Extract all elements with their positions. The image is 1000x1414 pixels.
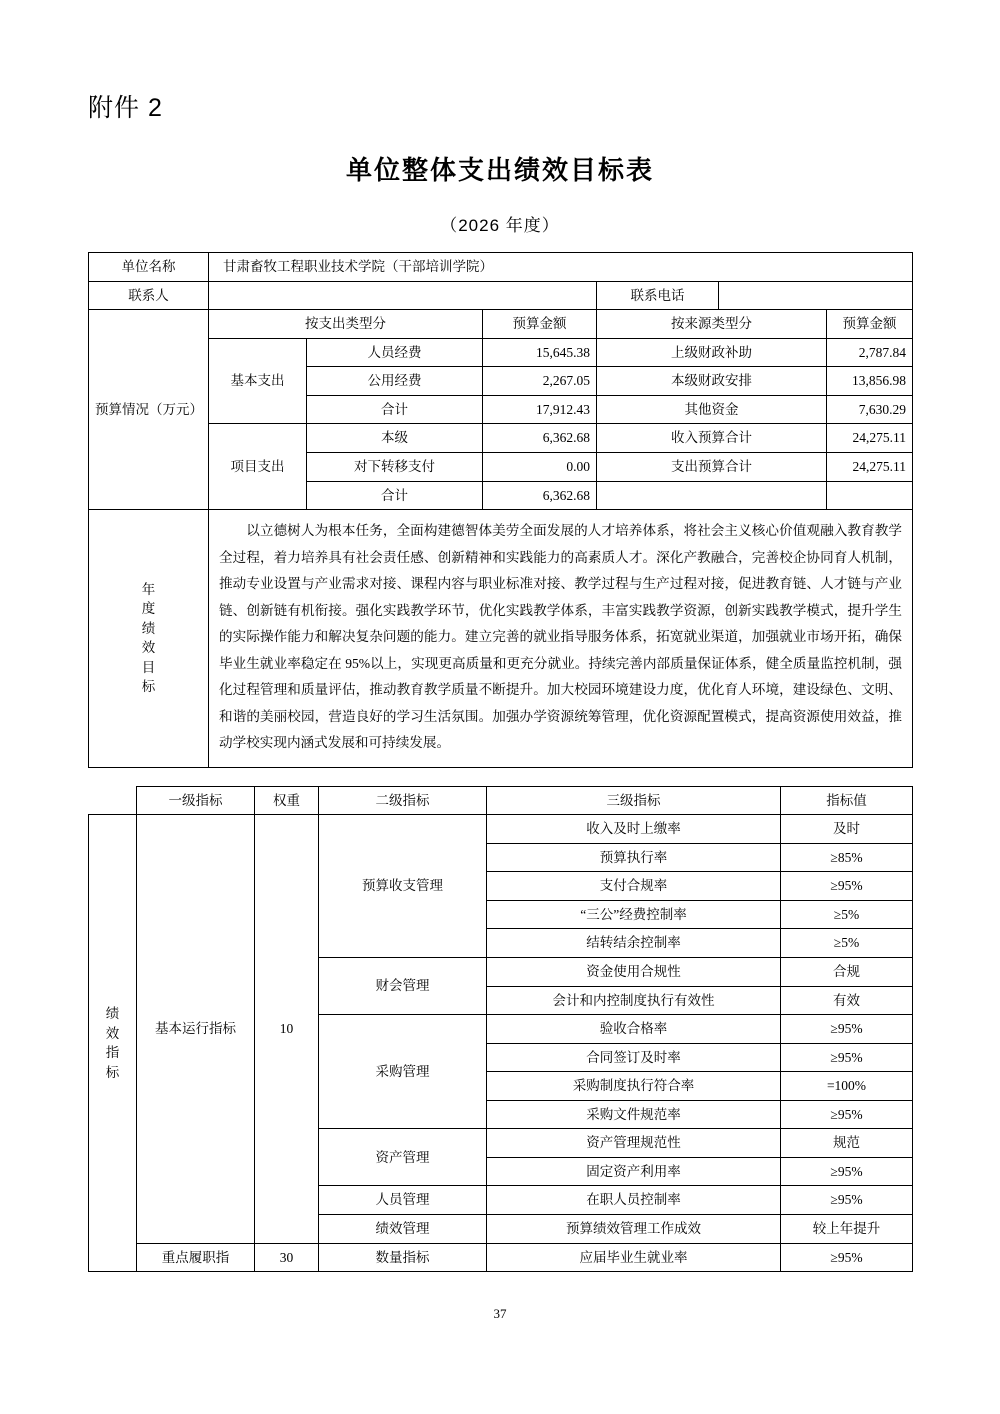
source-amount: 24,275.11	[827, 452, 913, 481]
source-amount: 13,856.98	[827, 367, 913, 396]
level3-indicator: 应届毕业生就业率	[487, 1243, 781, 1272]
annual-goal-label-char: 标	[141, 679, 156, 695]
level3-indicator: 固定资产利用率	[487, 1157, 781, 1186]
expense-item: 合计	[307, 395, 483, 424]
table-row	[89, 424, 913, 453]
level3-indicator: 资产管理规范性	[487, 1129, 781, 1158]
indicator-value: ≥95%	[781, 1100, 913, 1129]
level3-indicator: 会计和内控制度执行有效性	[487, 986, 781, 1015]
level2-procurement-management: 采购管理	[319, 1015, 487, 1129]
level3-indicator: 收入及时上缴率	[487, 815, 781, 844]
source-amount: 7,630.29	[827, 395, 913, 424]
header-level2: 二级指标	[319, 786, 487, 815]
attachment-label: 附件 2	[88, 94, 163, 122]
header-budget-amount-2: 预算金额	[827, 310, 913, 339]
table-row	[89, 281, 913, 310]
expense-amount: 2,267.05	[483, 367, 597, 396]
indicator-value: 及时	[781, 815, 913, 844]
phone-label: 联系电话	[597, 281, 719, 310]
indicators-table	[88, 786, 913, 1273]
header-level3: 三级指标	[487, 786, 781, 815]
level3-indicator: 在职人员控制率	[487, 1186, 781, 1215]
weight-key-duty: 30	[255, 1243, 319, 1272]
expense-amount: 6,362.68	[483, 481, 597, 510]
header-value: 指标值	[781, 786, 913, 815]
unit-name-label: 单位名称	[89, 253, 209, 282]
indicator-value: 规范	[781, 1129, 913, 1158]
source-item: 本级财政安排	[597, 367, 827, 396]
annual-goal-text: 以立德树人为根本任务，全面构建德智体美劳全面发展的人才培养体系，将社会主义核心价值观融入教育教学全过程，着力培养具有社会责任感、创新精神和实践能力的高素质人才。深化产教融合，完善校企协同育人机制，推动专业设置与产业需求对接、课程内容与职业标准对接、教学过程与生产过程对接，促进教育链、人才链与产业链、创新链有机衔接。强化实践教学环节，优化实践教学体系，丰富实践教学资源，创新实践教学模式，提升学生的实际操作能力和解决复杂问题的能力。建立完善的就业指导服务体系，拓宽就业渠道，加强就业市场开拓，确保毕业生就业率稳定在 95%以上，实现更高质量和更充分就业。持续完善内部质量保证体系，健全质量监控机制，强化过程管理和质量评估，推动教育教学质量不断提升。加大校园环境建设力度，优化育人环境，建设绿色、文明、和谐的美丽校园，营造良好的学习生活氛围。加强办学资源统筹管理，优化资源配置模式，提高资源使用效益，推动学校实现内涵式发展和可持续发展。	[219, 523, 902, 751]
indicator-value: ≥95%	[781, 1157, 913, 1186]
basic-expense-label: 基本支出	[209, 338, 307, 424]
indicator-value: ≥95%	[781, 872, 913, 901]
page-subtitle: （2026 年度）	[440, 216, 560, 235]
level2-personnel-management: 人员管理	[319, 1186, 487, 1215]
level2-finance-management: 财会管理	[319, 957, 487, 1014]
level2-budget-management: 预算收支管理	[319, 815, 487, 958]
header-budget-amount-1: 预算金额	[483, 310, 597, 339]
indicators-label-char: 绩	[105, 1006, 120, 1021]
level1-key-duty: 重点履职指	[137, 1243, 255, 1272]
expense-item: 人员经费	[307, 338, 483, 367]
annual-goal-label-char: 效	[141, 640, 156, 656]
expense-item: 对下转移支付	[307, 452, 483, 481]
indicator-value: 较上年提升	[781, 1215, 913, 1244]
indicator-value: ≥95%	[781, 1243, 913, 1272]
expense-item: 公用经费	[307, 367, 483, 396]
expense-amount: 6,362.68	[483, 424, 597, 453]
annual-goal-cell	[209, 510, 913, 768]
indicators-label-char: 效	[105, 1025, 120, 1041]
level3-indicator: 合同签订及时率	[487, 1043, 781, 1072]
source-item: 上级财政补助	[597, 338, 827, 367]
expense-amount: 17,912.43	[483, 395, 597, 424]
project-expense-label: 项目支出	[209, 424, 307, 510]
info-table	[88, 252, 913, 768]
header-weight: 权重	[255, 786, 319, 815]
table-row	[89, 815, 913, 844]
table-row	[89, 338, 913, 367]
phone-value	[719, 281, 913, 310]
weight-basic-operation: 10	[255, 815, 319, 1243]
indicator-value: 合规	[781, 957, 913, 986]
level3-indicator: 采购文件规范率	[487, 1100, 781, 1129]
indicator-value: ≥5%	[781, 900, 913, 929]
budget-section-label: 预算情况（万元）	[89, 310, 209, 510]
source-amount: 24,275.11	[827, 424, 913, 453]
table-row	[89, 253, 913, 282]
table-row	[89, 310, 913, 339]
level2-asset-management: 资产管理	[319, 1129, 487, 1186]
source-item: 支出预算合计	[597, 452, 827, 481]
source-item	[597, 481, 827, 510]
annual-goal-label-char: 目	[141, 659, 156, 675]
indicator-value: ≥95%	[781, 1043, 913, 1072]
level2-quantity-indicator: 数量指标	[319, 1243, 487, 1272]
table-row	[89, 1243, 913, 1272]
level3-indicator: 预算绩效管理工作成效	[487, 1215, 781, 1244]
level3-indicator: 验收合格率	[487, 1015, 781, 1044]
contact-label: 联系人	[89, 281, 209, 310]
indicator-value: ≥5%	[781, 929, 913, 958]
expense-item: 本级	[307, 424, 483, 453]
level1-basic-operation: 基本运行指标	[137, 815, 255, 1243]
header-by-source-type: 按来源类型分	[597, 310, 827, 339]
indicator-value: ≥95%	[781, 1015, 913, 1044]
source-amount: 2,787.84	[827, 338, 913, 367]
source-amount	[827, 481, 913, 510]
level3-indicator: 采购制度执行符合率	[487, 1072, 781, 1101]
indicators-section-label	[89, 815, 137, 1272]
expense-amount: 15,645.38	[483, 338, 597, 367]
annual-goal-label-char: 年	[141, 581, 156, 597]
annual-goal-label	[89, 510, 209, 768]
expense-amount: 0.00	[483, 452, 597, 481]
indicator-value: ≥95%	[781, 1186, 913, 1215]
unit-name-value: 甘肃畜牧工程职业技术学院（干部培训学院）	[209, 253, 913, 282]
level3-indicator: 资金使用合规性	[487, 957, 781, 986]
annual-goal-label-char: 度	[141, 601, 156, 617]
indicator-value: ≥85%	[781, 843, 913, 872]
level3-indicator: 支付合规率	[487, 872, 781, 901]
table-row	[89, 510, 913, 768]
expense-item: 合计	[307, 481, 483, 510]
page-number: 37	[493, 1306, 507, 1321]
header-level1: 一级指标	[137, 786, 255, 815]
indicator-value: 有效	[781, 986, 913, 1015]
indicator-value: =100%	[781, 1072, 913, 1101]
annual-goal-label-char: 绩	[141, 620, 156, 636]
page-title: 单位整体支出绩效目标表	[345, 155, 654, 185]
level3-indicator: “三公”经费控制率	[487, 900, 781, 929]
header-by-expense-type: 按支出类型分	[209, 310, 483, 339]
source-item: 其他资金	[597, 395, 827, 424]
source-item: 收入预算合计	[597, 424, 827, 453]
level3-indicator: 结转结余控制率	[487, 929, 781, 958]
indicators-label-char: 标	[105, 1064, 120, 1080]
indicators-label-char: 指	[105, 1045, 120, 1061]
level3-indicator: 预算执行率	[487, 843, 781, 872]
contact-value	[209, 281, 597, 310]
level2-performance-management: 绩效管理	[319, 1215, 487, 1244]
table-row	[89, 786, 913, 815]
